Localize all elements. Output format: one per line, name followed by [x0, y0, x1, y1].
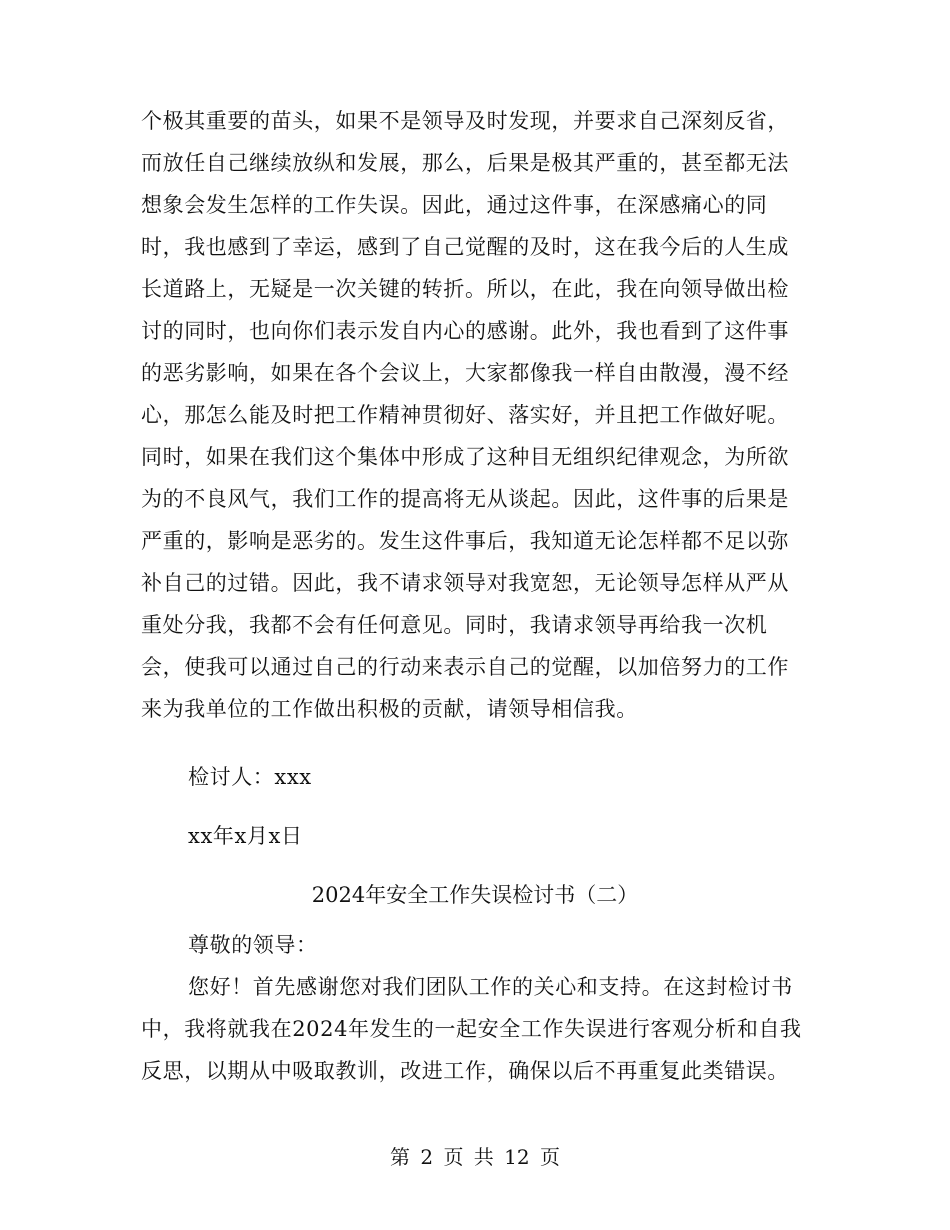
body-line: 同时，如果在我们这个集体中形成了这种目无组织纪律观念，为所欲 — [141, 445, 789, 469]
body-line: 个极其重要的苗头，如果不是领导及时发现，并要求自己深刻反省， — [141, 109, 789, 133]
body-line: 而放任自己继续放纵和发展，那么，后果是极其严重的，甚至都无法 — [141, 151, 789, 175]
body-line: 补自己的过错。因此，我不请求领导对我宽恕，无论领导怎样从严从 — [141, 571, 789, 595]
body-line: 为的不良风气，我们工作的提高将无从谈起。因此，这件事的后果是 — [141, 487, 789, 511]
body-line: 心，那怎么能及时把工作精神贯彻好、落实好，并且把工作做好呢。 — [141, 403, 789, 427]
body-line: 讨的同时，也向你们表示发自内心的感谢。此外，我也看到了这件事 — [141, 319, 789, 343]
body-line: 时，我也感到了幸运，感到了自己觉醒的及时，这在我今后的人生成 — [141, 235, 789, 259]
body-line: 严重的，影响是恶劣的。发生这件事后，我知道无论怎样都不足以弥 — [141, 529, 789, 553]
body-line: 长道路上，无疑是一次关键的转折。所以，在此，我在向领导做出检 — [141, 277, 789, 301]
body-line: 重处分我，我都不会有任何意见。同时，我请求领导再给我一次机 — [141, 613, 768, 637]
intro-line: 反思，以期从中吸取教训，改进工作，确保以后不再重复此类错误。 — [141, 1059, 789, 1083]
section-title: 2024年安全工作失误检讨书（二） — [311, 883, 639, 907]
salutation: 尊敬的领导： — [188, 933, 318, 957]
intro-line: 您好！首先感谢您对我们团队工作的关心和支持。在这封检讨书 — [188, 975, 793, 999]
page-indicator: 第 2 页 共 12 页 — [390, 1145, 560, 1169]
body-line: 来为我单位的工作做出积极的贡献，请领导相信我。 — [141, 697, 638, 721]
intro-line: 中，我将就我在2024年发生的一起安全工作失误进行客观分析和自我 — [141, 1017, 802, 1041]
body-line: 的恶劣影响，如果在各个会议上，大家都像我一样自由散漫，漫不经 — [141, 361, 789, 385]
body-line: 会，使我可以通过自己的行动来表示自己的觉醒，以加倍努力的工作 — [141, 655, 789, 679]
signature-reviewer: 检讨人：xxx — [188, 765, 312, 789]
body-line: 想象会发生怎样的工作失误。因此，通过这件事，在深感痛心的同 — [141, 193, 768, 217]
signature-date: xx年x月x日 — [188, 824, 303, 848]
